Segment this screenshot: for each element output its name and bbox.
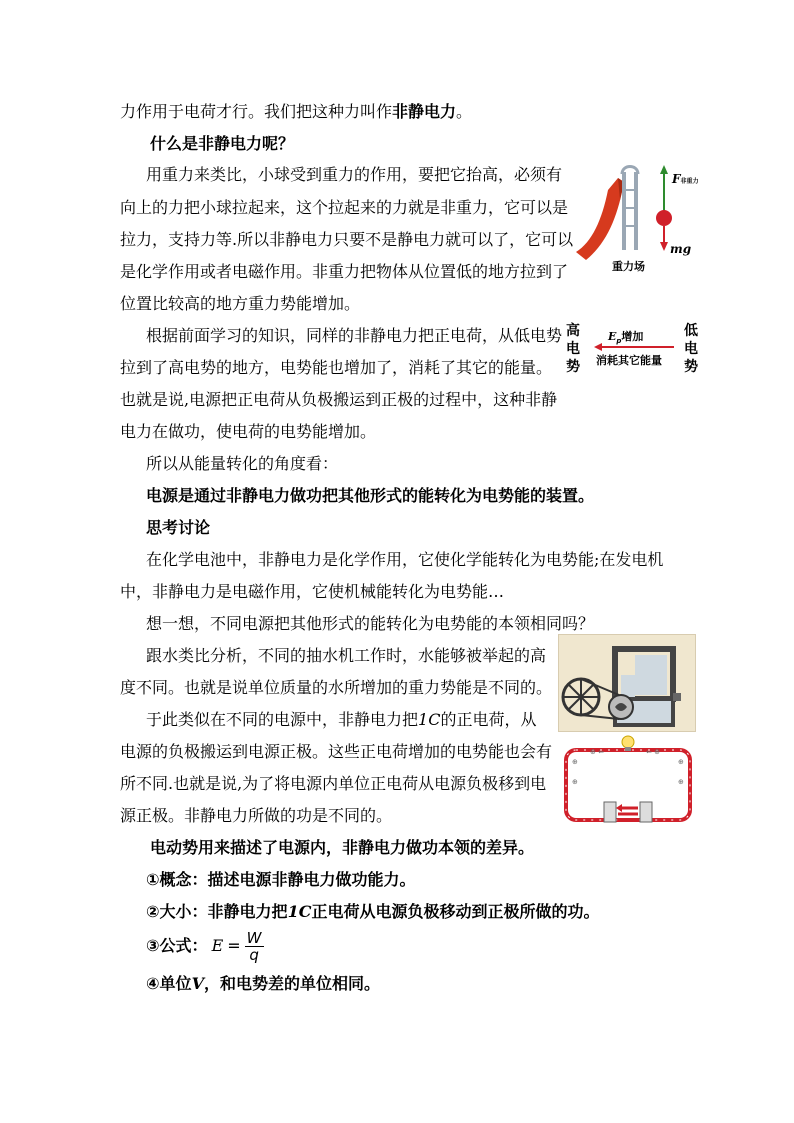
concept-line: ①概念：描述电源非静电力做功能力。 [146,870,416,889]
unit-line: ④单位V，和电势差的单位相同。 [146,974,380,993]
term-non-electrostatic-force: 非静电力 [392,102,457,121]
text-line: 想一想，不同电源把其他形式的能转化为电势能的本领相同吗？ [146,614,595,633]
gravity-field-figure [572,160,702,278]
text-line: 在化学电池中，非静电力是化学作用，它使化学能转化为电势能;在发电机 [146,550,664,569]
pump-illustration [559,635,695,731]
magnitude-line: ②大小：非静电力把1C正电荷从电源负极移动到正极所做的功。 [146,902,600,921]
text-line: 跟水类比分析，不同的抽水机工作时，水能够被举起的高 [146,646,547,665]
svg-text:⊕: ⊕ [572,758,578,766]
text-line: 拉到了高电势的地方，电势能也增加了，消耗了其它的能量。 [120,358,553,377]
text-line: 所不同.也就是说,为了将电源内单位正电荷从电源负极移到电 [120,774,547,793]
force-label: F非重力 [672,172,699,186]
definition-line: 电源是通过非静电力做功把其他形式的能转化为电势能的装置。 [146,486,595,505]
text-line: 力作用于电荷才行。我们把这种力叫作非静电力。 [120,102,473,121]
text-line: 于此类似在不同的电源中，非静电力把1C的正电荷，从 [146,710,537,729]
circuit-figure [560,734,696,826]
formula-line: ③公式： E = $\frac{W}{q}$ [146,928,262,964]
question-heading: 什么是非静电力呢？ [150,134,295,153]
figure-caption: 重力场 [612,260,645,273]
low-potential-label: 低电势 [684,323,698,375]
text-line: 电源的负极搬运到电源正极。这些正电荷增加的电势能也会有 [120,742,553,761]
formula-fraction: $\frac{W}{q}$ [246,928,262,964]
text-line: 向上的力把小球拉起来，这个拉起来的力就是非重力，它可以是 [120,198,569,217]
circuit-illustration [560,734,696,826]
text-line: 是化学作用或者电磁作用。非重力把物体从位置低的地方拉到了 [120,262,569,281]
weight-label: mg [670,242,692,256]
text-line: 度不同。也就是说单位质量的水所增加的重力势能是不同的。 [120,678,553,697]
svg-text:⇐ ⊕: ⇐ ⊕ [646,748,660,756]
text-line: 中，非静电力是电磁作用，它使机械能转化为电势能… [120,582,505,601]
svg-text:⊕ ⇐: ⊕ ⇐ [590,748,604,756]
consume-energy-label: 消耗其它能量 [596,354,662,367]
svg-text:⊕: ⊕ [572,778,578,786]
text-line: 用重力来类比，小球受到重力的作用，要把它抬高，必须有 [146,165,563,184]
svg-text:⊕: ⊕ [678,778,684,786]
potential-energy-figure [562,322,706,384]
high-potential-label: 高电势 [566,323,580,375]
section-heading: 思考讨论 [146,518,211,537]
water-pump-figure [558,634,696,732]
text-line: 电力在做功，使电荷的电势能增加。 [120,422,377,441]
text-line: 位置比较高的地方重力势能增加。 [120,294,361,313]
text-line: 源正极。非静电力所做的功是不同的。 [120,806,393,825]
text-line: 拉力，支持力等.所以非静电力只要不是静电力就可以了，它可以 [120,230,574,249]
text-line: 根据前面学习的知识，同样的非静电力把正电荷，从低电势 [146,326,563,345]
text-line: 也就是说,电源把正电荷从负极搬运到正极的过程中，这种非静 [120,390,558,409]
ep-increase-label: $E_p$增加 [608,330,644,346]
text-line: 所以从能量转化的角度看： [146,454,339,473]
emf-summary: 电动势用来描述了电源内，非静电力做功本领的差异。 [150,838,535,857]
svg-text:⊕: ⊕ [678,758,684,766]
